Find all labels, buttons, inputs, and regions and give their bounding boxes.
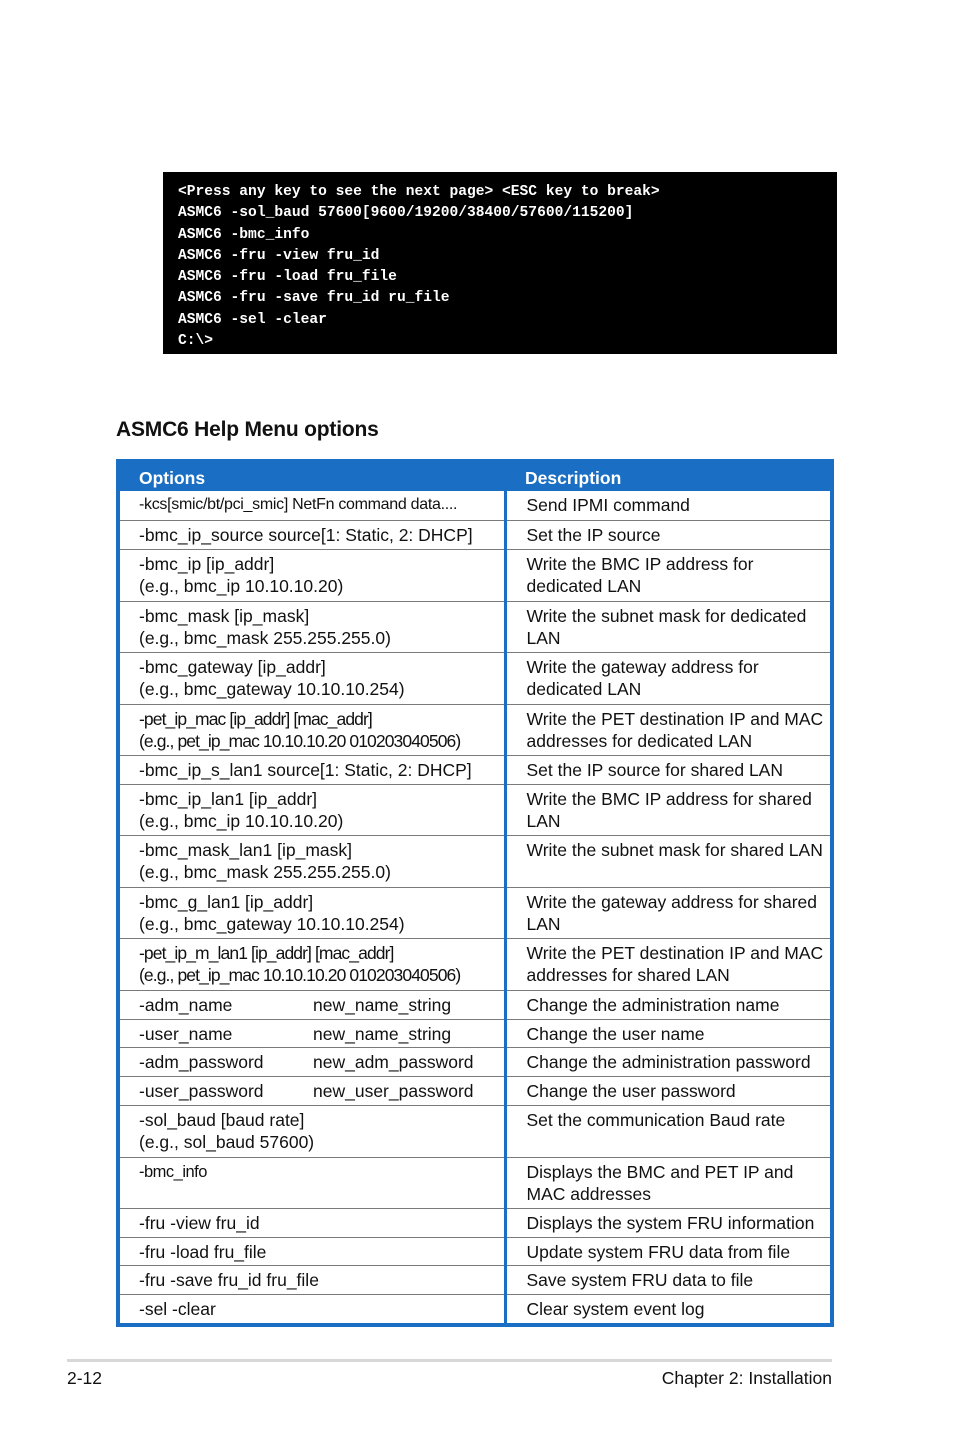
table-header-row (118, 461, 832, 491)
description-text: Write the gateway address for (526, 656, 759, 677)
option-text: -bmc_mask [ip_mask] (139, 605, 310, 626)
option-text: -sol_baud [baud rate] (139, 1109, 305, 1130)
option-cell (118, 784, 505, 835)
option-example: (e.g., pet_ip_mac 10.10.10.20 010203040506) (139, 731, 461, 751)
option-text: -fru -view fru_id (139, 1212, 260, 1233)
description-text: Displays the BMC and PET IP and (526, 1161, 794, 1182)
description-cell (505, 1105, 832, 1157)
description-text: Set the IP source (526, 524, 661, 545)
description-cell (505, 704, 832, 755)
option-cell (118, 652, 505, 704)
option-text: -fru -load fru_file (139, 1241, 267, 1262)
console-line: ASMC6 -sol_baud 57600[9600/19200/38400/57600/115200] (178, 205, 634, 222)
page-number: 2-12 (67, 1368, 103, 1388)
option-cell (118, 1266, 505, 1295)
table-row (118, 1208, 832, 1237)
description-text: Write the subnet mask for dedicated (526, 605, 807, 626)
description-cell (505, 887, 832, 938)
table-row (118, 1237, 832, 1266)
description-text: dedicated LAN (526, 679, 642, 699)
option-text: -bmc_ip_lan1 [ip_addr] (139, 788, 318, 809)
option-cell (118, 1019, 505, 1048)
description-cell (505, 1048, 832, 1077)
table-row (118, 1157, 832, 1208)
description-text: Set the communication Baud rate (526, 1109, 786, 1130)
description-cell (505, 491, 832, 520)
option-text: -adm_password (139, 1052, 264, 1072)
table-row (118, 938, 832, 990)
option-argument: new_user_password (313, 1081, 474, 1101)
option-text: -bmc_info (139, 1162, 207, 1181)
description-cell (505, 755, 832, 784)
table-row (118, 1295, 832, 1325)
description-text: addresses for shared LAN (526, 965, 730, 985)
option-cell (118, 887, 505, 938)
description-cell (505, 784, 832, 835)
option-text: -bmc_mask_lan1 [ip_mask] (139, 839, 352, 860)
table-row (118, 1266, 832, 1295)
footer-divider (67, 1359, 832, 1362)
option-cell (118, 549, 505, 601)
option-cell (118, 835, 505, 887)
console-output (163, 172, 837, 354)
description-text: Save system FRU data to file (526, 1270, 754, 1290)
console-line: ASMC6 -sel -clear (178, 311, 327, 328)
description-text: Clear system event log (526, 1299, 705, 1319)
option-text: -adm_name (139, 994, 233, 1015)
option-argument: new_name_string (313, 1023, 452, 1044)
table-row (118, 887, 832, 938)
option-argument: new_adm_password (313, 1052, 474, 1072)
description-text: Send IPMI command (526, 495, 690, 515)
description-cell (505, 1208, 832, 1237)
table-row (118, 520, 832, 549)
option-cell (118, 1157, 505, 1208)
option-example: (e.g., bmc_ip 10.10.10.20) (139, 811, 344, 831)
description-text: Write the BMC IP address for shared (526, 788, 812, 809)
description-cell (505, 601, 832, 652)
option-example: (e.g., bmc_mask 255.255.255.0) (139, 862, 391, 882)
table-row (118, 1048, 832, 1077)
description-text: addresses for dedicated LAN (526, 731, 753, 751)
table-row (118, 784, 832, 835)
description-text: MAC addresses (526, 1184, 651, 1204)
description-cell (505, 990, 832, 1019)
option-text: -user_name (139, 1023, 233, 1044)
option-cell (118, 755, 505, 784)
help-options-table (116, 459, 834, 1327)
description-text: Change the administration password (526, 1052, 811, 1072)
console-line: ASMC6 -fru -view fru_id (178, 247, 380, 264)
description-cell (505, 1077, 832, 1106)
table-row (118, 704, 832, 755)
description-cell (505, 1019, 832, 1048)
description-cell (505, 835, 832, 887)
description-text: LAN (526, 914, 561, 934)
table-row (118, 835, 832, 887)
option-text: -bmc_ip_source source[1: Static, 2: DHCP] (139, 524, 473, 545)
description-cell (505, 652, 832, 704)
chapter-label: Chapter 2: Installation (661, 1368, 832, 1388)
option-example: (e.g., bmc_mask 255.255.255.0) (139, 628, 391, 648)
option-cell (118, 1048, 505, 1077)
table-row (118, 990, 832, 1019)
options-column-header: Options (118, 461, 505, 491)
description-text: Write the BMC IP address for (526, 553, 754, 574)
console-line: <Press any key to see the next page> <ESC key to break> (178, 184, 660, 200)
option-text: -sel -clear (139, 1299, 216, 1319)
option-text: -fru -save fru_id fru_file (139, 1270, 319, 1290)
option-cell (118, 1208, 505, 1237)
option-cell (118, 938, 505, 990)
description-text: Change the administration name (526, 994, 780, 1015)
description-text: LAN (526, 628, 561, 648)
table-row (118, 1105, 832, 1157)
console-line: ASMC6 -bmc_info (178, 226, 310, 243)
option-example: (e.g., sol_baud 57600) (139, 1132, 315, 1152)
console-line: ASMC6 -fru -load fru_file (178, 269, 397, 286)
option-cell (118, 1295, 505, 1325)
description-text: Update system FRU data from file (526, 1241, 791, 1262)
table-row (118, 549, 832, 601)
description-text: Write the gateway address for shared (526, 891, 818, 912)
option-example: (e.g., bmc_gateway 10.10.10.254) (139, 914, 405, 934)
option-argument: new_name_string (313, 994, 452, 1015)
option-cell (118, 1237, 505, 1266)
description-text: Displays the system FRU information (526, 1212, 815, 1233)
description-cell (505, 520, 832, 549)
description-cell (505, 1237, 832, 1266)
option-cell (118, 704, 505, 755)
option-text: -kcs[smic/bt/pci_smic] NetFn command data.... (139, 496, 458, 513)
option-cell (118, 1077, 505, 1106)
description-cell (505, 549, 832, 601)
option-example: (e.g., bmc_gateway 10.10.10.254) (139, 679, 405, 699)
option-text: -bmc_ip_s_lan1 source[1: Static, 2: DHCP] (139, 759, 472, 780)
description-cell (505, 938, 832, 990)
option-example: (e.g., pet_ip_mac 10.10.10.20 010203040506) (139, 965, 461, 985)
option-text: -pet_ip_m_lan1 [ip_addr] [mac_addr] (139, 942, 394, 963)
description-text: Set the IP source for shared LAN (526, 759, 783, 780)
option-cell (118, 520, 505, 549)
description-cell (505, 1266, 832, 1295)
table-row (118, 601, 832, 652)
section-title: ASMC6 Help Menu options (116, 418, 379, 441)
description-text: Write the PET destination IP and MAC (526, 708, 824, 729)
option-text: -user_password (139, 1081, 264, 1101)
description-cell (505, 1295, 832, 1325)
table-row (118, 755, 832, 784)
description-text: dedicated LAN (526, 576, 642, 596)
option-cell (118, 990, 505, 1019)
table-row (118, 1019, 832, 1048)
table-row (118, 1077, 832, 1106)
description-text: LAN (526, 811, 561, 831)
console-line: C:\> (178, 333, 214, 350)
description-text: Write the PET destination IP and MAC (526, 942, 824, 963)
option-text: -bmc_g_lan1 [ip_addr] (139, 891, 314, 912)
option-cell (118, 491, 505, 520)
option-example: (e.g., bmc_ip 10.10.10.20) (139, 576, 344, 596)
description-column-header: Description (505, 461, 832, 491)
table-row (118, 491, 832, 520)
option-text: -bmc_gateway [ip_addr] (139, 656, 326, 677)
option-text: -bmc_ip [ip_addr] (139, 553, 275, 574)
table-row (118, 652, 832, 704)
option-cell (118, 1105, 505, 1157)
description-text: Change the user password (526, 1081, 736, 1101)
description-cell (505, 1157, 832, 1208)
console-line: ASMC6 -fru -save fru_id ru_file (178, 290, 450, 307)
description-text: Change the user name (526, 1023, 705, 1044)
option-text: -pet_ip_mac [ip_addr] [mac_addr] (139, 708, 372, 729)
description-text: Write the subnet mask for shared LAN (526, 839, 823, 860)
option-cell (118, 601, 505, 652)
